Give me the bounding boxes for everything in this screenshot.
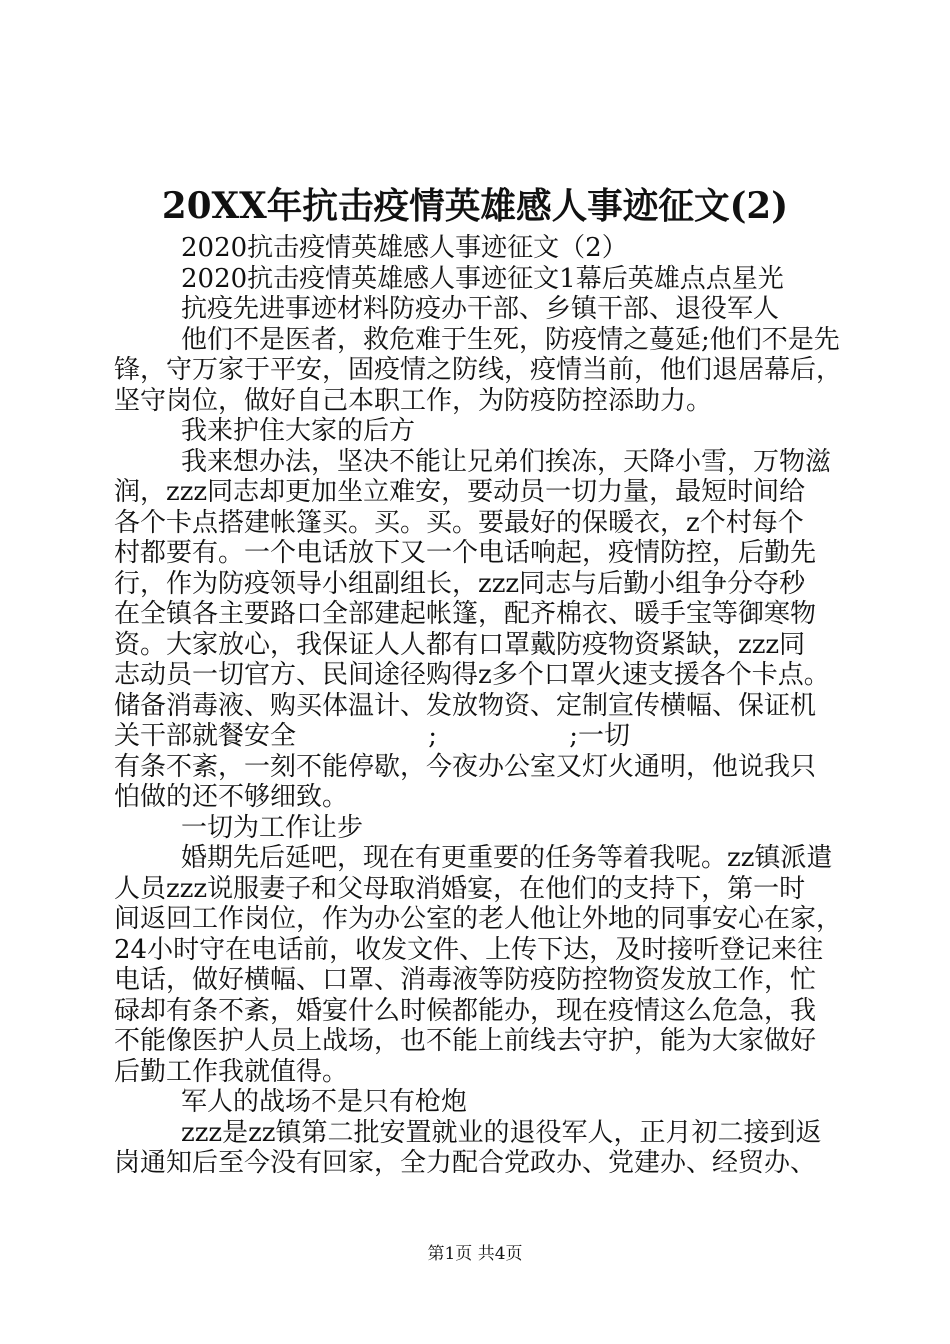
document-body (114, 233, 849, 1179)
text-line: 岗通知后至今没有回家，全力配合党政办、党建办、经贸办、 (114, 1148, 817, 1178)
text-line: 他们不是医者，救危难于生死，防疫情之蔓延;他们不是先 (181, 324, 840, 355)
text-line: 一切为工作让步 (181, 812, 364, 843)
text-line: 后勤工作我就值得。 (114, 1056, 349, 1087)
text-line: 怕做的还不够细致。 (114, 782, 349, 812)
text-line: 关干部就餐安全 ; ;一切 (114, 721, 630, 751)
text-line: 间返回工作岗位，作为办公室的老人他让外地的同事安心在家， (114, 904, 843, 934)
text-line: zzz是zz镇第二批安置就业的退役军人，正月初二接到返 (181, 1117, 822, 1148)
text-line: 抗疫先进事迹材料防疫办干部、乡镇干部、退役军人 (181, 294, 780, 324)
text-line: 碌却有条不紊，婚宴什么时候都能办，现在疫情这么危急，我 (114, 995, 817, 1026)
text-line: 各个卡点搭建帐篷买。买。买。要最好的保暖衣，z个村每个 (114, 507, 804, 538)
text-line: 不能像医护人员上战场，也不能上前线去守护，能为大家做好 (114, 1026, 817, 1056)
document-title: 20XX年抗击疫情英雄感人事迹征文(2) (161, 185, 789, 227)
text-line: 储备消毒液、购买体温计、发放物资、定制宣传横幅、保证机 (114, 690, 817, 721)
text-line: 2020抗击疫情英雄感人事迹征文（2） (181, 233, 628, 263)
text-line: 村都要有。一个电话放下又一个电话响起，疫情防控，后勤先 (114, 538, 817, 568)
text-line: 人员zzz说服妻子和父母取消婚宴，在他们的支持下，第一时 (114, 873, 806, 904)
text-line: 24小时守在电话前，收发文件、上传下达，及时接听登记来往 (114, 934, 824, 965)
text-line: 在全镇各主要路口全部建起帐篷，配齐棉衣、暖手宝等御寒物 (114, 599, 817, 629)
text-line: 坚守岗位，做好自己本职工作，为防疫防控添助力。 (114, 385, 713, 416)
text-line: 志动员一切官方、民间途径购得z多个口罩火速支援各个卡点。 (114, 660, 830, 690)
text-line: 我来护住大家的后方 (181, 416, 416, 446)
text-line: 电话，做好横幅、口罩、消毒液等防疫防控物资发放工作，忙 (114, 965, 817, 995)
page-footer: 第1页 共4页 (427, 1244, 523, 1264)
text-line: 行，作为防疫领导小组副组长，zzz同志与后勤小组争分夺秒 (114, 568, 806, 599)
text-line: 婚期先后延吧，现在有更重要的任务等着我呢。zz镇派遣 (181, 843, 833, 873)
text-line: 我来想办法，坚决不能让兄弟们挨冻，天降小雪，万物滋 (181, 446, 832, 477)
text-line: 资。大家放心，我保证人人都有口罩戴防疫物资紧缺，zzz同 (114, 629, 806, 660)
text-line: 2020抗击疫情英雄感人事迹征文1幕后英雄点点星光 (181, 263, 784, 294)
text-line: 有条不紊，一刻不能停歇，今夜办公室又灯火通明，他说我只 (114, 751, 817, 782)
text-line: 军人的战场不是只有枪炮 (181, 1087, 468, 1117)
text-line: 锋，守万家于平安，固疫情之防线，疫情当前，他们退居幕后， (114, 355, 843, 385)
text-line: 润，zzz同志却更加坐立难安，要动员一切力量，最短时间给 (114, 477, 806, 507)
